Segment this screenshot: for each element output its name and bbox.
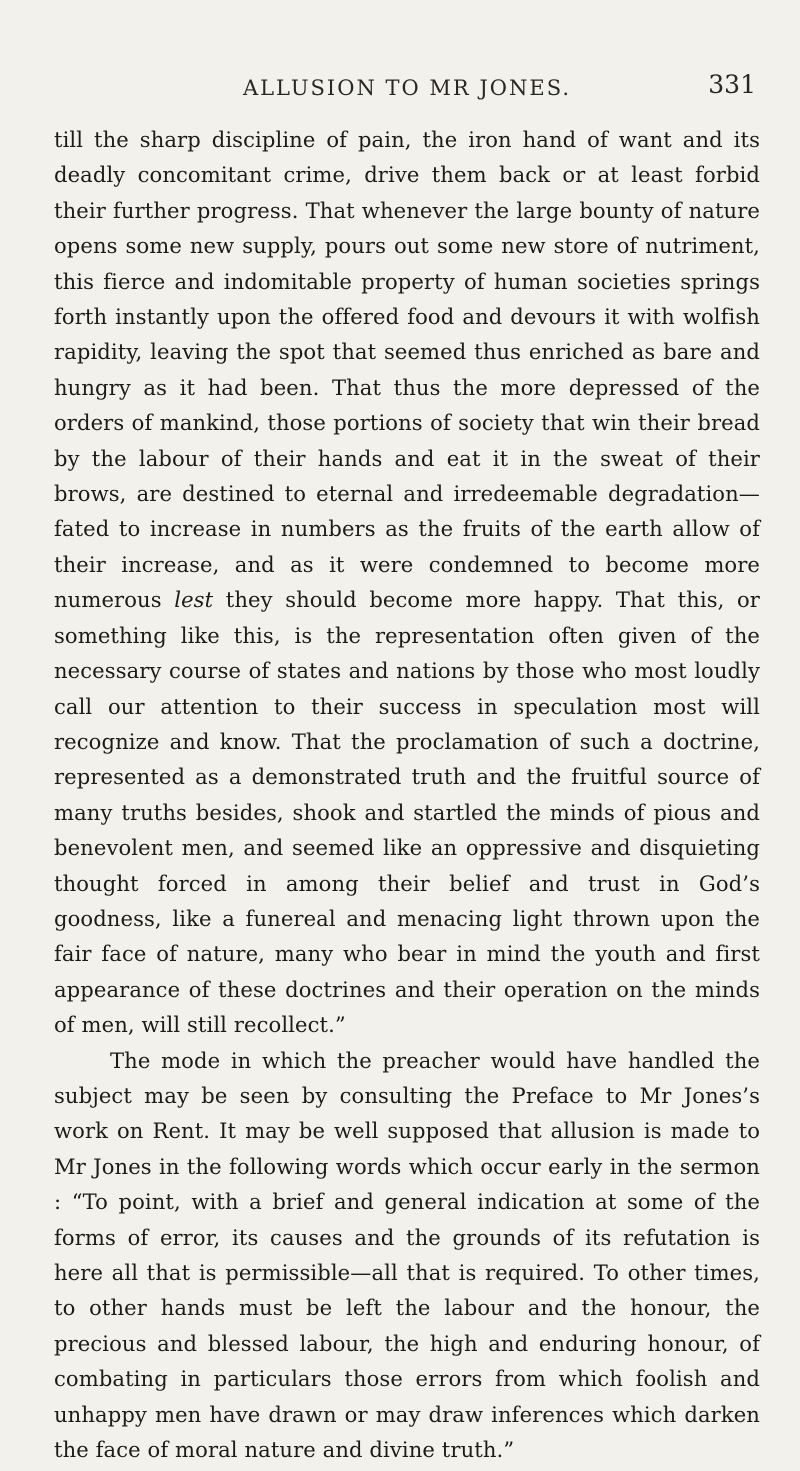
book-page [0,62,800,1471]
body-text [54,122,760,1467]
paragraph-continued [54,122,760,1043]
paragraph-text: till the sharp discipline of pain, the iron hand of want and its deadly concomitant crime, drive them back or at least forbid their further progress. That whenever the large bounty of nature opens some new supply, pours out some new store of nutriment, this fierce and indomitable property of human societies springs forth instantly upon the offered food and devours it with wolfish rapidity, leaving the spot that seemed thus enriched as bare and hungry as it had been. That thus the more depressed of the orders of mankind, those portions of society that win their bread by the labour of their hands and eat it in the sweat of their brows, are destined to eternal and irredeemable degradation—fated to increase in numbers as the fruits of the earth allow of their increase, and as it were condemned to become more numerous [54,127,760,613]
page-number: 331 [708,70,756,99]
running-head [54,62,760,102]
emphasized-word: lest [174,587,214,613]
running-title: ALLUSION TO MR JONES. [242,76,572,100]
paragraph: The mode in which the preacher would have handled the subject may be seen by consulting the Preface to Mr Jones’s work on Rent. It may be well supposed that allusion is made to Mr Jones in the following words which occur early in the sermon : “To point, with a brief and general indication at some of the forms of error, its causes and the grounds of its refutation is here all that is permissible—all that is required. To other times, to other hands must be left the labour and the honour, the precious and blessed labour, the high and enduring honour, of combating in particulars those errors from which foolish and unhappy men have drawn or may draw inferences which darken the face of moral nature and divine truth.” [54,1047,760,1463]
paragraph-text: they should become more happy. That this, or something like this, is the representation often given of the necessary course of states and nations by those who most loudly call our attention to their success in speculation most will recognize and know. That the proclamation of such a doctrine, represented as a demonstrated truth and the fruitful source of many truths besides, shook and startled the minds of pious and benevolent men, and seemed like an oppressive and disquieting thought forced in among their belief and trust in God’s goodness, like a funereal and menacing light thrown upon the fair face of nature, many who bear in mind the youth and first appearance of these doctrines and their operation on the minds of men, will still recollect.” [54,587,760,1038]
